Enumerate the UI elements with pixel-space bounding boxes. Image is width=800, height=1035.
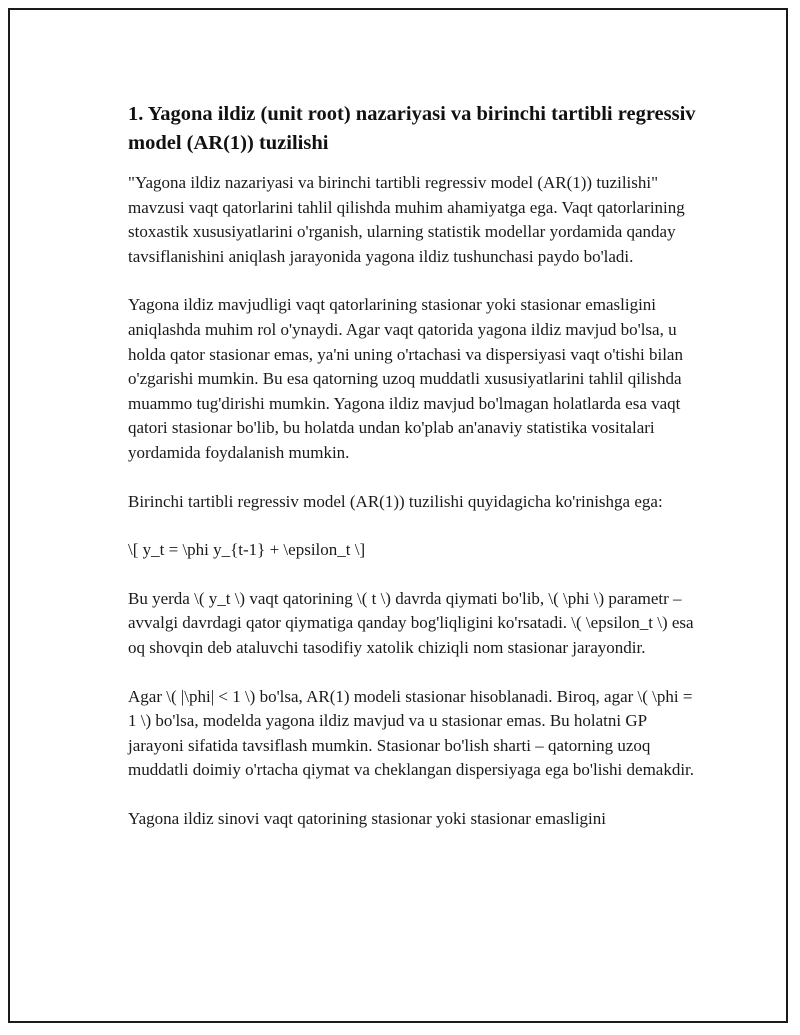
- page-frame: [8, 8, 788, 1023]
- paragraph-ar1-structure: Birinchi tartibli regressiv model (AR(1)) tuzilishi quyidagicha ko'rinishga ega:: [128, 491, 663, 511]
- document-body: [118, 100, 698, 855]
- section-heading: 1. Yagona ildiz (unit root) nazariyasi va birinchi tartibli regressiv model (AR(1)) tuzilishi: [128, 103, 696, 154]
- paragraph-stationarity-condition: Agar \( |\phi| < 1 \) bo'lsa, AR(1) modeli stasionar hisoblanadi. Biroq, agar \( \phi = 1 \) bo'lsa, modelda yagona ildiz mavjud va u stasionar emas. Bu holatni GP jarayoni sifatida tavsiflash mumkin. Stasionar bo'lish sharti – qatorning uzoq muddatli doimiy o'rtacha qiymat va cheklangan dispersiyaga ega bo'lishi demakdir.: [128, 686, 695, 780]
- paragraph-unit-root-test: Yagona ildiz sinovi vaqt qatorining stasionar yoki stasionar emasligini: [128, 808, 606, 828]
- paragraph-intro: "Yagona ildiz nazariyasi va birinchi tartibli regressiv model (AR(1)) tuzilishi" mavzusi vaqt qatorlarini tahlil qilishda muhim ahamiyatga ega. Vaqt qatorlarining stoxastik xususiyatlarini o'rganish, ularning statistik modellar yordamida qanday tavsiflanishini aniqlash jarayonida yagona ildiz tushunchasi paydo bo'ladi.: [128, 173, 685, 266]
- equation-ar1: \[ y_t = \phi y_{t-1} + \epsilon_t \]: [128, 540, 366, 560]
- paragraph-equation-explanation: Bu yerda \( y_t \) vaqt qatorining \( t \) davrda qiymati bo'lib, \( \phi \) parametr – avvalgi davrdagi qator qiymatiga qanday bog'liqligini ko'rsatadi. \( \epsilon_t \) esa oq shovqin deb ataluvchi tasodifiy xatolik chiziqli nom stasionar jarayondir.: [128, 588, 694, 657]
- paragraph-unit-root-role: Yagona ildiz mavjudligi vaqt qatorlarining stasionar yoki stasionar emasligini aniqlashda muhim rol o'ynaydi. Agar vaqt qatorida yagona ildiz mavjud bo'lsa, u holda qator stasionar emas, ya'ni uning o'rtachasi va dispersiyasi vaqt o'tishi bilan o'zgarishi mumkin. Bu esa qatorning uzoq muddatli xususiyatlarini tahlil qilishda muammo tug'dirishi mumkin. Yagona ildiz mavjud bo'lmagan holatlarda esa vaqt qatori stasionar bo'lib, bu holatda undan ko'plab an'anaviy statistika vositalari yordamida foydalanish mumkin.: [128, 295, 683, 462]
